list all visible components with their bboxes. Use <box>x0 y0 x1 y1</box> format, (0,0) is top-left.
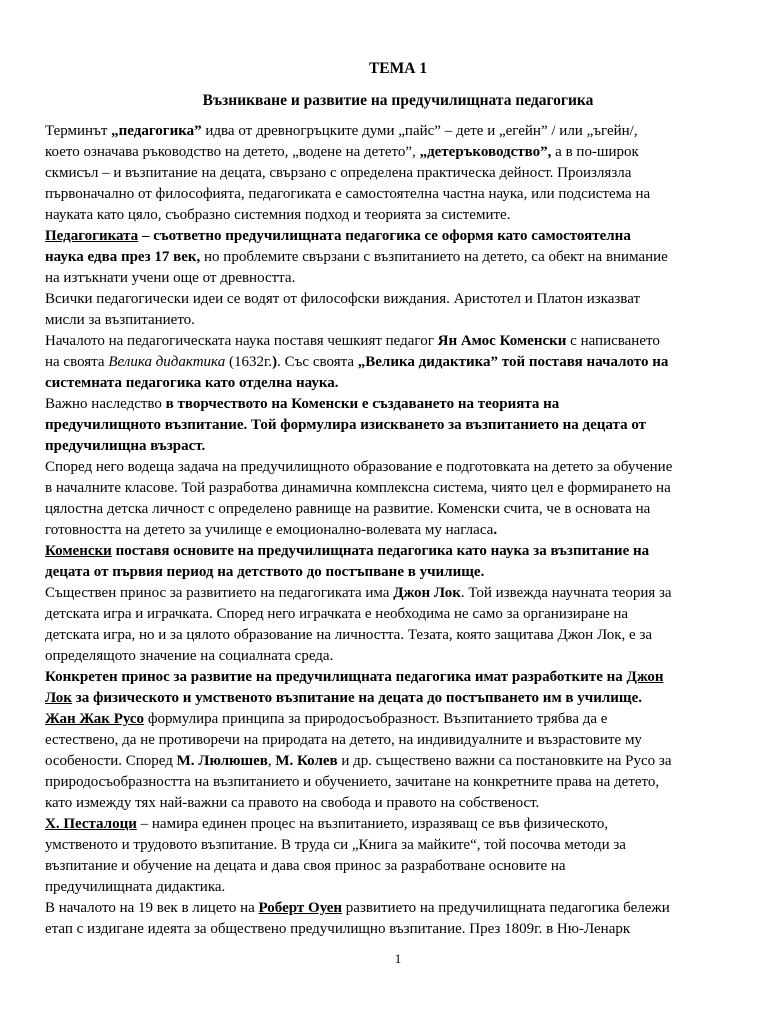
text-line <box>45 415 733 436</box>
text-run: Джон Лок <box>393 585 461 601</box>
text-line <box>45 814 733 835</box>
text-run: В началото на 19 век в лицето на <box>45 900 259 916</box>
text-run: което означава ръководство на детето, „водене на детето”, <box>45 144 420 160</box>
text-line <box>45 289 733 310</box>
text-line <box>45 772 733 793</box>
text-run: Велика дидактика <box>108 354 226 370</box>
text-run: цялостна детска личност с определено равнище на развитие. Коменски счита, че в основата на <box>45 501 651 517</box>
text-run: „Велика дидактика” той поставя началото на <box>357 354 669 370</box>
text-run: и др. съществено важни са постановките на Русо за <box>337 753 672 769</box>
text-line <box>45 583 733 604</box>
text-line <box>45 331 733 352</box>
text-line <box>45 247 733 268</box>
text-run: Коменски <box>45 543 112 559</box>
text-run: детската игра, но и за цялото образование на личността. Тезата, която защитава Джон Лок, е за <box>45 627 653 643</box>
text-run: в творчеството на Коменски е създаването на теорията на <box>165 396 560 412</box>
text-line <box>45 373 733 394</box>
text-run: поставя основите на предучилищната педагогика като наука за възпитание на <box>111 543 650 559</box>
text-line <box>45 436 733 457</box>
text-line <box>45 478 733 499</box>
text-run: , <box>267 753 276 769</box>
text-run: Съществен принос за развитието на педагогиката има <box>45 585 394 601</box>
text-run: природосъобразността на възпитанието и обучението, зачитане на конкретните права на детето, <box>45 774 660 790</box>
text-run: децата от първия период на детството до постъпване в училище. <box>45 564 485 580</box>
text-run: Конкретен принос за развитие на предучилищната педагогика имат разработките на <box>45 669 627 685</box>
text-run: . Със своята <box>277 354 358 370</box>
text-line <box>45 604 733 625</box>
text-run: предучилищна възраст. <box>45 438 206 454</box>
text-run: възпитание и обучение на децата и дава своя принос за разработване основите на <box>45 858 566 874</box>
text-line <box>45 394 733 415</box>
text-run: формулира принципа за природосъобразност. Възпитанието трябва да е <box>144 711 608 727</box>
text-line <box>45 835 733 856</box>
text-run: Терминът <box>45 123 112 139</box>
text-run: на изтъкнати учени още от древността. <box>45 270 296 286</box>
text-run: но проблемите свързани с възпитанието на детето, са обект на внимание <box>200 249 668 265</box>
text-line <box>45 709 733 730</box>
text-run: Лок <box>45 690 72 706</box>
text-run: като измежду тях най-важни са правото на свобода и правото на собственост. <box>45 795 540 811</box>
text-line <box>45 856 733 877</box>
text-run: естествено, да не противоречи на природата на детето, на индивидуалните и възрастовите му <box>45 732 642 748</box>
text-run: а в по-широк <box>551 144 639 160</box>
text-run: в началните класове. Той разработва динамична комплексна система, чиято цел е формирането на <box>45 480 671 496</box>
text-line <box>45 667 733 688</box>
text-run: на своята <box>45 354 109 370</box>
text-run: „детеръководство”, <box>419 144 552 160</box>
text-line <box>45 751 733 772</box>
text-run: с написването <box>566 333 660 349</box>
text-line <box>45 730 733 751</box>
text-line <box>45 499 733 520</box>
text-run: . Той извежда научната теория за <box>460 585 672 601</box>
text-run: за физическото и умственото възпитание на децата до постъпването им в училище. <box>71 690 642 706</box>
text-run: Х. Песталоци <box>45 816 137 832</box>
text-run: детската игра и играчката. Според него играчката е необходима не само за организиране на <box>45 606 629 622</box>
text-run: особености. Според <box>45 753 177 769</box>
text-line <box>45 562 733 583</box>
text-run: скмисъл – и възпитание на децата, свързано с определена практическа дейност. Произлязла <box>45 165 632 181</box>
text-line <box>45 541 733 562</box>
text-run: . <box>493 522 498 538</box>
text-run: Роберт Оуен <box>258 900 343 916</box>
text-run: определящото значение на социалната среда. <box>45 648 334 664</box>
text-run: ) <box>272 354 278 370</box>
text-line <box>45 310 733 331</box>
text-line <box>45 163 733 184</box>
text-line <box>45 793 733 814</box>
topic-heading: ТЕМА 1 <box>368 60 428 77</box>
text-run: – намира единен процес на възпитанието, изразяващ се във физическото, <box>136 816 609 832</box>
text-line <box>45 898 733 919</box>
text-run: Всички педагогически идеи се водят от философски виждания. Аристотел и Платон изказват <box>45 291 641 307</box>
text-run: Ян Амос Коменски <box>437 333 567 349</box>
text-line <box>45 352 733 373</box>
text-line <box>45 919 733 940</box>
text-line <box>45 625 733 646</box>
text-line <box>45 646 733 667</box>
text-run: Според него водеща задача на предучилищното образование е подготовката на детето за обучение <box>45 459 673 475</box>
text-run: М. Колев <box>275 753 338 769</box>
body-text <box>45 121 733 940</box>
text-run: наука едва през 17 век, <box>45 249 201 265</box>
text-run: идва от древногръцките думи „пайс” – дете и „егейн” / или „ъгейн/, <box>201 123 638 139</box>
text-line <box>45 121 733 142</box>
text-run: М. Люлюшев <box>176 753 268 769</box>
text-run: умственото и трудовото възпитание. В труда си „Книга за майките“, той посочва методи за <box>45 837 626 853</box>
text-line <box>45 268 733 289</box>
text-run: – съответно предучилищната педагогика се оформя като самостоятелна <box>138 228 631 244</box>
text-line <box>45 877 733 898</box>
text-run: готовността на детето за училище е емоционално-волевата му нагласа <box>45 522 494 538</box>
text-line <box>45 520 733 541</box>
text-run: предучилищното възпитание. Той формулира изискването за възпитанието на децата от <box>45 417 646 433</box>
document-subtitle: Възникване и развитие на предучилищната педагогика <box>202 92 594 109</box>
text-line <box>45 205 733 226</box>
text-run: Важно наследство <box>45 396 166 412</box>
text-run: развитието на предучилищната педагогика бележи <box>342 900 670 916</box>
text-run: Жан Жак Русо <box>45 711 145 727</box>
text-run: Педагогиката <box>45 228 139 244</box>
page-number: 1 <box>394 951 402 966</box>
text-run: (1632г. <box>225 354 273 370</box>
text-run: мисли за възпитанието. <box>45 312 195 328</box>
text-run: Началото на педагогическата наука поставя чешкият педагог <box>45 333 438 349</box>
text-line <box>45 142 733 163</box>
text-line <box>45 688 733 709</box>
text-run: първоначално от философията, педагогиката е самостоятелна частна наука, или подсистема на <box>45 186 651 202</box>
text-run: етап с издигане идеята за обществено предучилищно възпитание. През 1809г. в Ню-Ленарк <box>45 921 631 937</box>
text-run: науката като цяло, съобразно системния подход и теорията за системите. <box>45 207 511 223</box>
text-line <box>45 226 733 247</box>
text-run: „педагогика” <box>111 123 202 139</box>
text-run: предучилищната дидактика. <box>45 879 226 895</box>
text-line <box>45 457 733 478</box>
text-run: Джон <box>626 669 664 685</box>
text-run: системната педагогика като отделна наука. <box>45 375 339 391</box>
text-line <box>45 184 733 205</box>
